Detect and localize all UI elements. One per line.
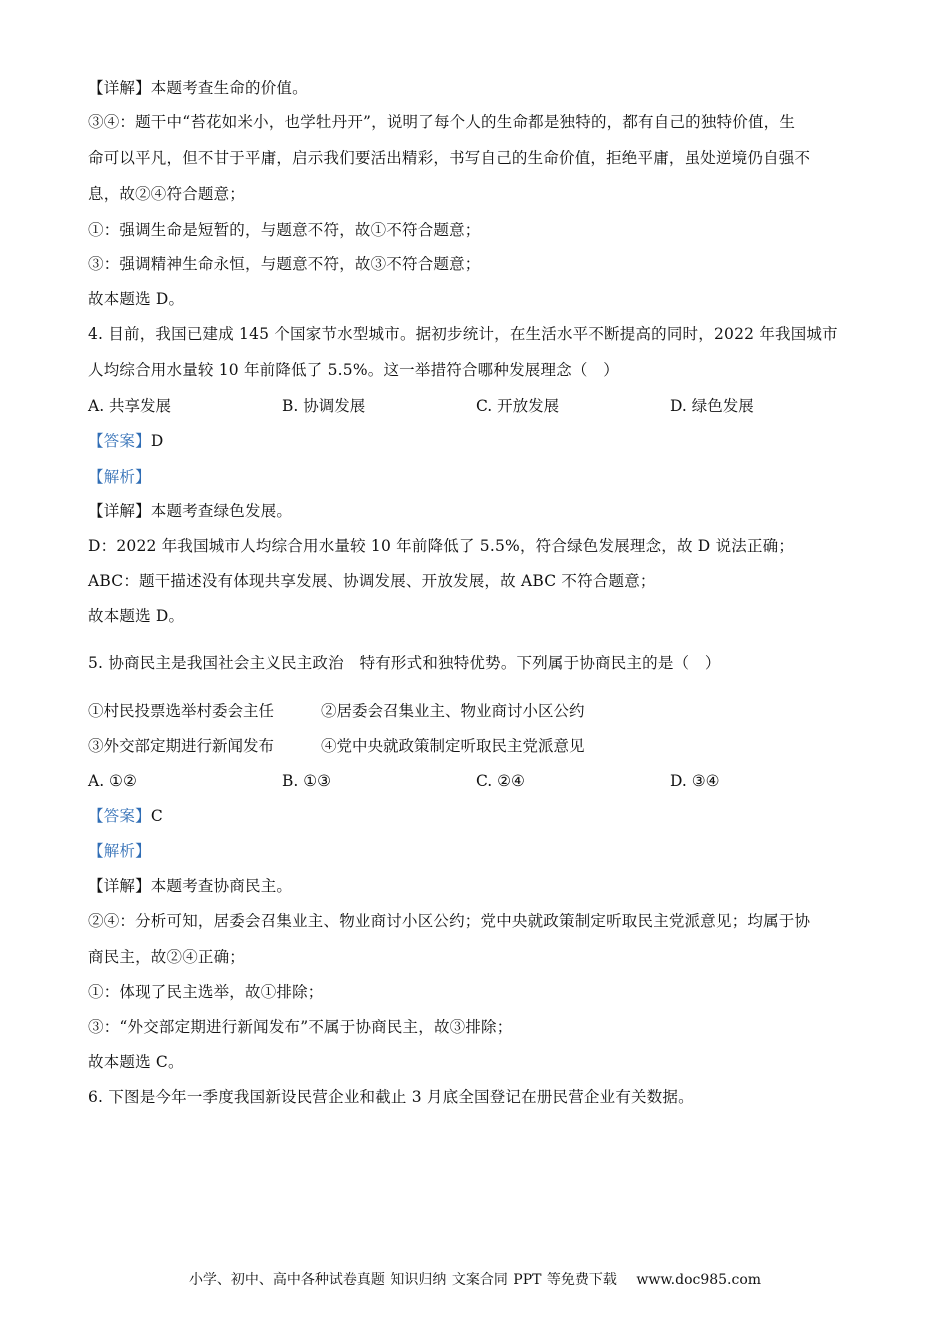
q5-item-2: ②居委会召集业主、物业商讨小区公约	[321, 702, 585, 720]
q5-item-4: ④党中央就政策制定听取民主党派意见	[321, 737, 585, 755]
q5-option-a: A. ①②	[88, 772, 137, 790]
page-footer: 小学、初中、高中各种试卷真题 知识归纳 文案合同 PPT 等免费下载 www.doc985.com	[188, 1272, 762, 1288]
q3-paragraph-1-line-3: 息，故②④符合题意；	[88, 185, 246, 203]
q4-option-a: A. 共享发展	[88, 397, 172, 415]
q3-paragraph-1-line-2: 命可以平凡，但不甘于平庸，启示我们要活出精彩，书写自己的生命价值，拒绝平庸，虽处逆境仍自强不	[88, 149, 811, 167]
q5-option-b: B. ①③	[282, 772, 332, 790]
q5-option-d: D. ③④	[670, 772, 720, 790]
q3-paragraph-2: ①：强调生命是短暂的，与题意不符，故①不符合题意；	[88, 221, 481, 239]
q5-paragraph-1-line-2: 商民主，故②④正确；	[88, 948, 246, 966]
q4-answer-value: D	[150, 432, 164, 450]
q4-analysis-tag: 【解析】	[88, 468, 151, 486]
q4-conclusion: 故本题选 D。	[88, 607, 185, 625]
q5-paragraph-2: ①：体现了民主选举，故①排除；	[88, 983, 324, 1001]
q4-option-d: D. 绿色发展	[670, 397, 754, 415]
q5-conclusion: 故本题选 C。	[88, 1053, 184, 1071]
q5-paragraph-3: ③：“外交部定期进行新闻发布”不属于协商民主，故③排除；	[88, 1018, 513, 1036]
q4-answer-row	[88, 431, 163, 451]
q5-item-3: ③外交部定期进行新闻发布	[88, 737, 275, 755]
q4-paragraph-1: D：2022 年我国城市人均综合用水量较 10 年前降低了 5.5%，符合绿色发展理念，故 D 说法正确；	[88, 537, 795, 555]
q4-detail: 【详解】本题考查绿色发展。	[88, 502, 293, 520]
q4-option-c: C. 开放发展	[476, 397, 560, 415]
q5-paragraph-1-line-1: ②④：分析可知，居委会召集业主、物业商讨小区公约；党中央就政策制定听取民主党派意见；均属于协	[88, 912, 811, 930]
q5-item-1: ①村民投票选举村委会主任	[88, 702, 275, 720]
q4-stem-line-1: 4. 目前，我国已建成 145 个国家节水型城市。据初步统计，在生活水平不断提高的同时，2022 年我国城市	[88, 325, 838, 343]
q4-stem-line-2: 人均综合用水量较 10 年前降低了 5.5%。这一举措符合哪种发展理念（ ）	[88, 361, 619, 379]
q5-option-c: C. ②④	[476, 772, 525, 790]
q3-paragraph-1-line-1: ③④：题干中“苔花如米小，也学牡丹开”，说明了每个人的生命都是独特的，都有自己的独特价值，生	[88, 113, 796, 131]
q5-stem: 5. 协商民主是我国社会主义民主政治 特有形式和独特优势。下列属于协商民主的是（ ）	[88, 654, 721, 672]
q5-answer-value: C	[150, 807, 163, 825]
q3-detail: 【详解】本题考查生命的价值。	[88, 79, 308, 97]
q5-answer-tag: 【答案】	[88, 807, 151, 825]
q5-analysis-tag: 【解析】	[88, 842, 151, 860]
q5-detail: 【详解】本题考查协商民主。	[88, 877, 293, 895]
q4-option-b: B. 协调发展	[282, 397, 366, 415]
q4-answer-tag: 【答案】	[88, 432, 151, 450]
q6-stem: 6. 下图是今年一季度我国新设民营企业和截止 3 月底全国登记在册民营企业有关数据。	[88, 1088, 694, 1106]
q5-answer-row	[88, 806, 163, 826]
q3-paragraph-3: ③：强调精神生命永恒，与题意不符，故③不符合题意；	[88, 255, 481, 273]
q4-paragraph-2: ABC：题干描述没有体现共享发展、协调发展、开放发展，故 ABC 不符合题意；	[88, 572, 656, 590]
q3-conclusion: 故本题选 D。	[88, 290, 185, 308]
